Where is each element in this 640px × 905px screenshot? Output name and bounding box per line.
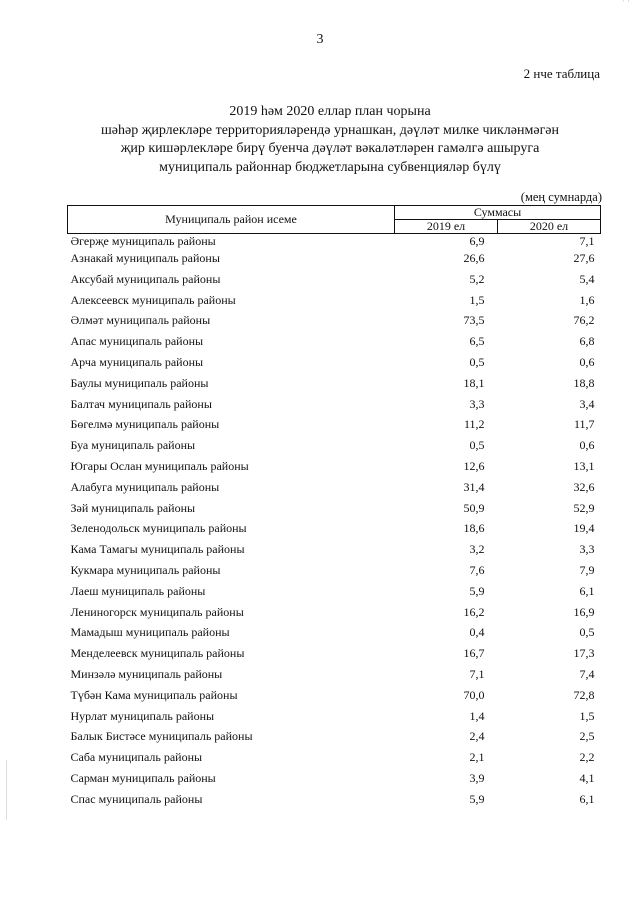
header-year-2020: 2020 ел [498, 220, 601, 234]
value-2019-cell: 3,3 [469, 396, 485, 411]
table-row [68, 498, 601, 519]
municipality-name-cell: Сарман муниципаль районы [70, 770, 216, 785]
municipality-name-cell: Лаеш муниципаль районы [70, 583, 206, 598]
table-row [68, 248, 601, 269]
table-header [68, 206, 601, 234]
margin-line [6, 760, 7, 820]
municipality-name-cell: Зәй муниципаль районы [70, 500, 196, 515]
value-2019-cell: 18,6 [463, 521, 485, 536]
municipality-name-cell: Нурлат муниципаль районы [70, 708, 215, 723]
value-2019-cell: 3,2 [469, 542, 485, 557]
value-2019-cell: 5,2 [469, 271, 485, 286]
unit-note: (мең сумнарда) [520, 190, 602, 204]
table-row [68, 664, 601, 685]
value-2020-cell: 2,2 [579, 750, 595, 765]
table-label: 2 нче таблица [523, 66, 600, 81]
value-2020-cell: 18,8 [573, 375, 595, 390]
table-row [68, 602, 601, 623]
municipality-name-cell: Зеленодольск муниципаль районы [70, 521, 247, 536]
value-2019-cell: 1,4 [469, 708, 485, 723]
title-line: шәһәр җирлекләре территорияләрендә урнашкан, дәүләт милке чикләнмәгән [100, 122, 560, 138]
value-2019-cell: 16,2 [463, 604, 485, 619]
table-row [68, 747, 601, 768]
value-2020-cell: 3,4 [579, 396, 595, 411]
title-line: 2019 һәм 2020 еллар план чорына [229, 104, 431, 119]
table-row [68, 352, 601, 373]
table-row [68, 789, 601, 810]
document-title [60, 103, 600, 177]
header-sum: Суммасы [395, 206, 601, 220]
value-2019-cell: 5,9 [469, 791, 485, 806]
municipality-name-cell: Әлмәт муниципаль районы [70, 313, 211, 328]
value-2019-cell: 7,1 [469, 666, 485, 681]
page-number: 3 [316, 32, 324, 47]
value-2019-cell: 31,4 [463, 479, 485, 494]
value-2019-cell: 0,5 [469, 438, 485, 453]
municipality-name-cell: Югары Ослан муниципаль районы [70, 458, 249, 473]
value-2019-cell: 6,9 [469, 234, 485, 248]
header-municipality-name: Муниципаль район исеме [68, 206, 395, 234]
table-row [68, 518, 601, 539]
table-row [68, 234, 601, 249]
municipality-name-cell: Апас муниципаль районы [70, 334, 204, 349]
value-2020-cell: 0,6 [579, 354, 595, 369]
municipality-name-cell: Аксубай муниципаль районы [70, 271, 221, 286]
value-2019-cell: 12,6 [463, 458, 485, 473]
municipality-name-cell: Минзәлә муниципаль районы [70, 666, 223, 681]
value-2020-cell: 3,3 [579, 542, 595, 557]
value-2019-cell: 7,6 [469, 562, 485, 577]
table-row [68, 581, 601, 602]
value-2020-cell: 7,9 [579, 562, 595, 577]
value-2020-cell: 1,6 [579, 292, 595, 307]
table-row [68, 726, 601, 747]
value-2019-cell: 73,5 [463, 313, 485, 328]
table-row [68, 373, 601, 394]
value-2020-cell: 52,9 [573, 500, 595, 515]
municipality-name-cell: Балык Бистәсе муниципаль районы [70, 729, 253, 744]
value-2020-cell: 5,4 [579, 271, 595, 286]
value-2020-cell: 2,5 [579, 729, 595, 744]
municipality-name-cell: Мамадыш муниципаль районы [70, 625, 230, 640]
value-2019-cell: 16,7 [463, 646, 485, 661]
table-row [68, 414, 601, 435]
table-row [68, 643, 601, 664]
value-2020-cell: 27,6 [573, 251, 595, 265]
value-2020-cell: 6,1 [579, 583, 595, 598]
value-2019-cell: 26,6 [463, 251, 485, 265]
value-2020-cell: 6,1 [579, 791, 595, 806]
title-line: җир кишәрлекләре бирү буенча дәүләт вәкаләтләрен гамәлгә ашыруга [120, 141, 540, 156]
municipality-name-cell: Менделеевск муниципаль районы [70, 646, 245, 661]
value-2020-cell: 32,6 [573, 479, 595, 494]
municipality-name-cell: Алексеевск муниципаль районы [70, 292, 236, 307]
municipality-name-cell: Лениногорск муниципаль районы [70, 604, 244, 619]
value-2020-cell: 1,5 [579, 708, 595, 723]
value-2020-cell: 76,2 [573, 313, 595, 328]
title-line: муниципаль районнар бюджетларына субвенцияләр бүлү [159, 159, 501, 175]
municipality-name-cell: Түбән Кама муниципаль районы [70, 687, 238, 702]
table-body [68, 234, 601, 810]
value-2020-cell: 4,1 [579, 770, 595, 785]
value-2019-cell: 1,5 [469, 292, 485, 307]
table-row [68, 685, 601, 706]
value-2020-cell: 7,4 [579, 666, 595, 681]
municipality-name-cell: Баулы муниципаль районы [70, 375, 209, 390]
table-row [68, 394, 601, 415]
value-2019-cell: 0,4 [469, 625, 485, 640]
table-row [68, 331, 601, 352]
table-row [68, 435, 601, 456]
value-2020-cell: 0,6 [579, 438, 595, 453]
value-2019-cell: 18,1 [463, 375, 485, 390]
value-2020-cell: 6,8 [579, 334, 595, 349]
value-2019-cell: 70,0 [463, 687, 485, 702]
value-2020-cell: 7,1 [579, 234, 595, 248]
value-2019-cell: 2,1 [469, 750, 485, 765]
value-2020-cell: 16,9 [573, 604, 595, 619]
table-row [68, 706, 601, 727]
municipality-name-cell: Буа муниципаль районы [70, 438, 196, 453]
table-row [68, 269, 601, 290]
municipality-name-cell: Балтач муниципаль районы [70, 396, 212, 411]
value-2020-cell: 0,5 [579, 625, 595, 640]
municipality-name-cell: Алабуга муниципаль районы [70, 479, 220, 494]
value-2019-cell: 50,9 [463, 500, 485, 515]
header-year-2019: 2019 ел [395, 220, 498, 234]
municipality-name-cell: Арча муниципаль районы [70, 354, 204, 369]
value-2019-cell: 11,2 [463, 417, 485, 432]
table-row [68, 622, 601, 643]
value-2019-cell: 6,5 [469, 334, 485, 349]
table-row [68, 768, 601, 789]
value-2020-cell: 72,8 [573, 687, 595, 702]
table-row [68, 560, 601, 581]
municipality-name-cell: Азнакай муниципаль районы [70, 251, 220, 265]
corner-mark: · · [621, 0, 630, 6]
table-row [68, 456, 601, 477]
value-2020-cell: 19,4 [573, 521, 595, 536]
table-row [68, 539, 601, 560]
value-2019-cell: 0,5 [469, 354, 485, 369]
value-2020-cell: 17,3 [573, 646, 595, 661]
table-row [68, 477, 601, 498]
municipality-name-cell: Саба муниципаль районы [70, 750, 203, 765]
value-2020-cell: 13,1 [573, 458, 595, 473]
value-2019-cell: 2,4 [469, 729, 485, 744]
municipality-name-cell: Әгерҗе муниципаль районы [70, 234, 216, 248]
table-row [68, 310, 601, 331]
municipality-name-cell: Спас муниципаль районы [70, 791, 203, 806]
value-2020-cell: 11,7 [573, 417, 595, 432]
subsidy-table [67, 205, 601, 810]
value-2019-cell: 3,9 [469, 770, 485, 785]
value-2019-cell: 5,9 [469, 583, 485, 598]
municipality-name-cell: Кукмара муниципаль районы [70, 562, 221, 577]
municipality-name-cell: Кама Тамагы муниципаль районы [70, 542, 245, 557]
table-row [68, 290, 601, 311]
municipality-name-cell: Бөгелмә муниципаль районы [70, 417, 220, 432]
